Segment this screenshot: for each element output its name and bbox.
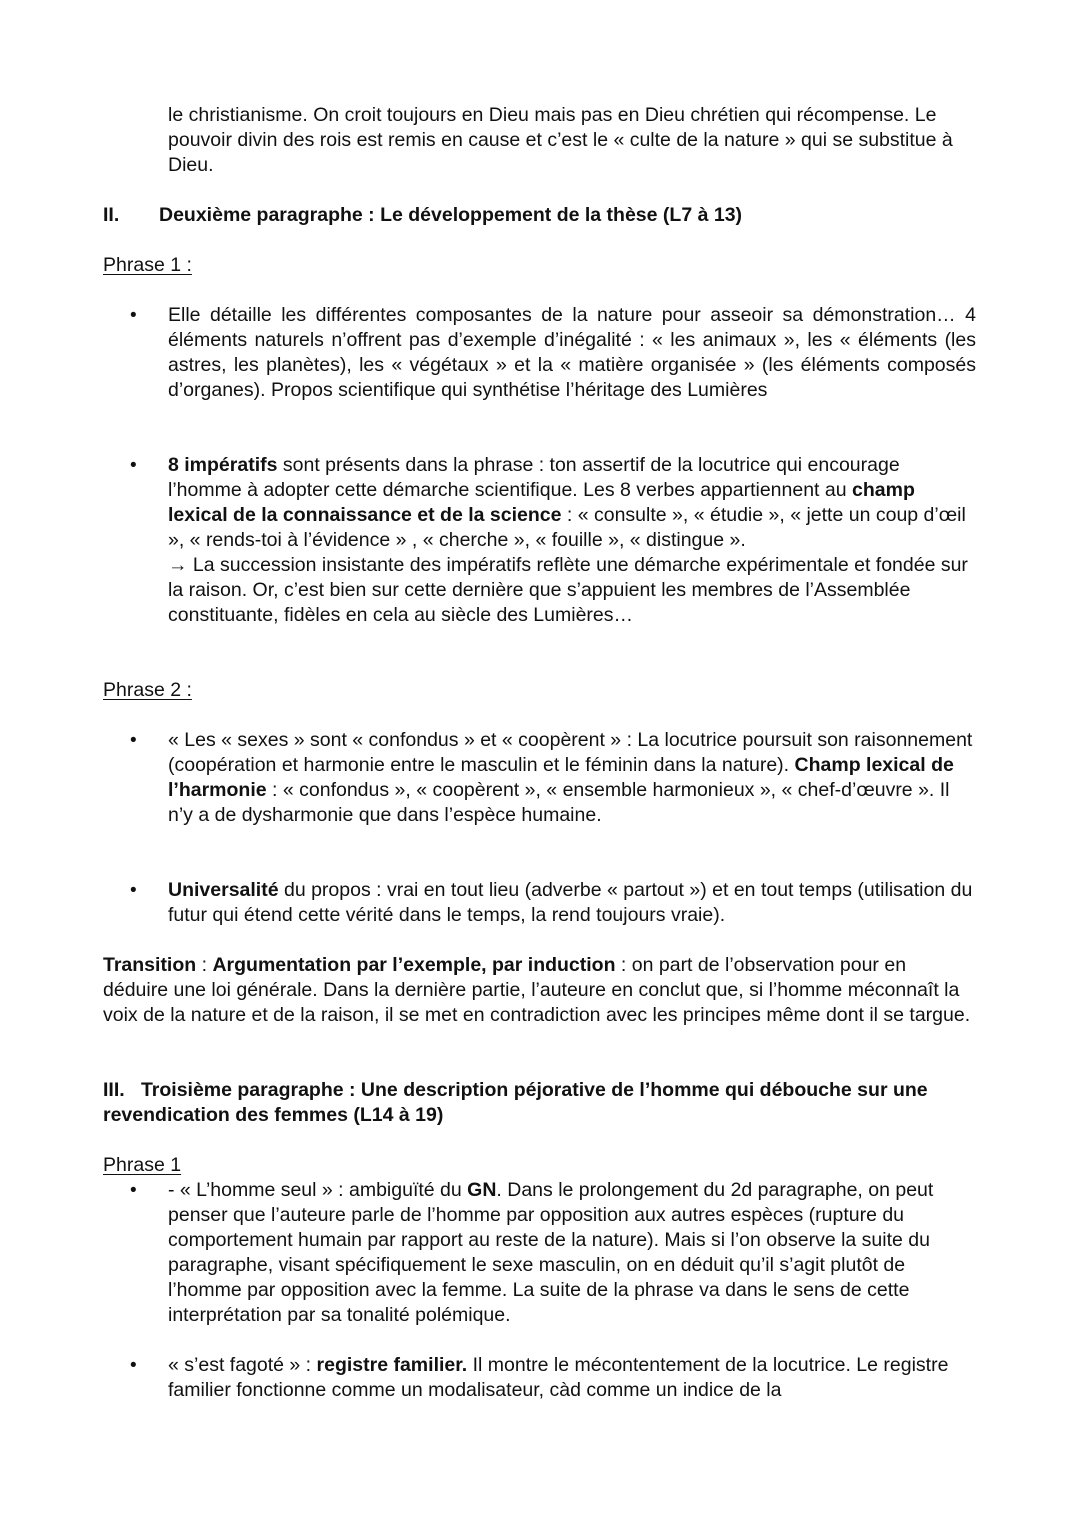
bullet-icon: • (130, 1180, 137, 1201)
bullet-text (168, 878, 976, 928)
phrase-label: Phrase 2 : (103, 679, 192, 701)
text: sont présents dans la phrase : ton assertif de la locutrice qui encourage l’homme à adopter cette démarche scientifique. Les 8 verbes appartiennent au (168, 454, 900, 501)
phrase-label: Phrase 1 : (103, 254, 192, 276)
bold-text: champ lexical de la connaissance et de la science (168, 479, 915, 526)
section-number: II. (103, 204, 120, 226)
bold-text: GN (467, 1179, 497, 1201)
text: - « L’homme seul » : ambiguïté du (168, 1179, 468, 1201)
bullet-icon: • (130, 880, 137, 901)
arrow-conclusion: → La succession insistante des impératifs reflète une démarche expérimentale et fondée sur la raison. Or, c’est bien sur cette dernière que s’appuient les membres de l’Assemblée constituante, fidèles en cela au siècle des Lumières… (168, 554, 968, 626)
bullet-icon: • (130, 305, 137, 326)
text: . Dans le prolongement du 2d paragraphe, on peut penser que l’auteure parle de l’homme par opposition aux autres espèces (rupture du comportement humain par rapport au reste de la nature). Mais si l’on observe la suite du paragraphe, visant spécifiquement le sexe masculin, on en déduit qu’il s’agit plutôt de l’homme par opposition avec la femme. La suite de la phrase va dans le sens de cette interprétation par sa tonalité polémique. (168, 1179, 934, 1326)
text: « s’est fagoté » : (168, 1354, 317, 1376)
bullet-text (168, 453, 976, 628)
section-heading-2 (103, 203, 983, 228)
bold-text: Champ lexical de l’harmonie (168, 754, 954, 801)
transition-paragraph (103, 953, 973, 1028)
phrase-label: Phrase 1 (103, 1154, 182, 1176)
text: : « confondus », « coopèrent », « ensemble harmonieux », « chef-d’œuvre ». Il n’y a de dysharmonie que dans l’espèce humaine. (168, 779, 950, 826)
text: Il montre le mécontentement de la locutrice. Le registre familier fonctionne comme un modalisateur, càd comme un indice de la (168, 1354, 949, 1401)
intro-paragraph: le christianisme. On croit toujours en Dieu mais pas en Dieu chrétien qui récompense. Le pouvoir divin des rois est remis en cause et c’est le « culte de la nature » qui se substitue à Dieu. (168, 104, 953, 176)
section-number: III. (103, 1079, 125, 1101)
text: « Les « sexes » sont « confondus » et « coopèrent » : La locutrice poursuit son raisonnement (coopération et harmonie entre le masculin et le féminin dans la nature). (168, 729, 973, 776)
bold-text: registre familier. (316, 1354, 468, 1376)
bullet-text (168, 1178, 976, 1328)
text: du propos : vrai en tout lieu (adverbe « partout ») et en tout temps (utilisation du futur qui étend cette vérité dans le temps, la rend toujours vraie). (168, 879, 973, 926)
bullet-text (168, 728, 976, 828)
bullet-icon: • (130, 730, 137, 751)
section-heading-3 (103, 1078, 963, 1128)
section-title: Deuxième paragraphe : Le développement de la thèse (L7 à 13) (159, 204, 743, 226)
section-title: Troisième paragraphe : Une description péjorative de l’homme qui débouche sur une revendication des femmes (L14 à 19) (103, 1079, 928, 1126)
bold-text: Universalité (168, 879, 279, 901)
bullet-icon: • (130, 1355, 137, 1376)
text: : on part de l’observation pour en déduire une loi générale. Dans la dernière partie, l’auteure en conclut que, si l’homme méconnaît la voix de la nature et de la raison, il se met en contradiction avec les principes même dont il se targue. (103, 954, 971, 1026)
text: : « consulte », « étudie », « jette un coup d’œil », « rends-toi à l’évidence » , « cherche », « fouille », « distingue ». (168, 504, 966, 551)
bold-text: Argumentation par l’exemple, par induction (212, 954, 616, 976)
bold-text: 8 impératifs (168, 454, 278, 476)
text: : (196, 954, 213, 976)
bullet-text (168, 1353, 976, 1403)
bullet-text: Elle détaille les différentes composantes de la nature pour asseoir sa démonstration… 4 éléments naturels n’offrent pas d’exemple d’inégalité : « les animaux », les « éléments (les astres, les planètes), les « végétaux » et la « matière organisée » (les éléments composés d’organes). Propos scientifique qui synthétise l’héritage des Lumières (168, 304, 976, 401)
bold-text: Transition (103, 954, 197, 976)
bullet-icon: • (130, 455, 137, 476)
